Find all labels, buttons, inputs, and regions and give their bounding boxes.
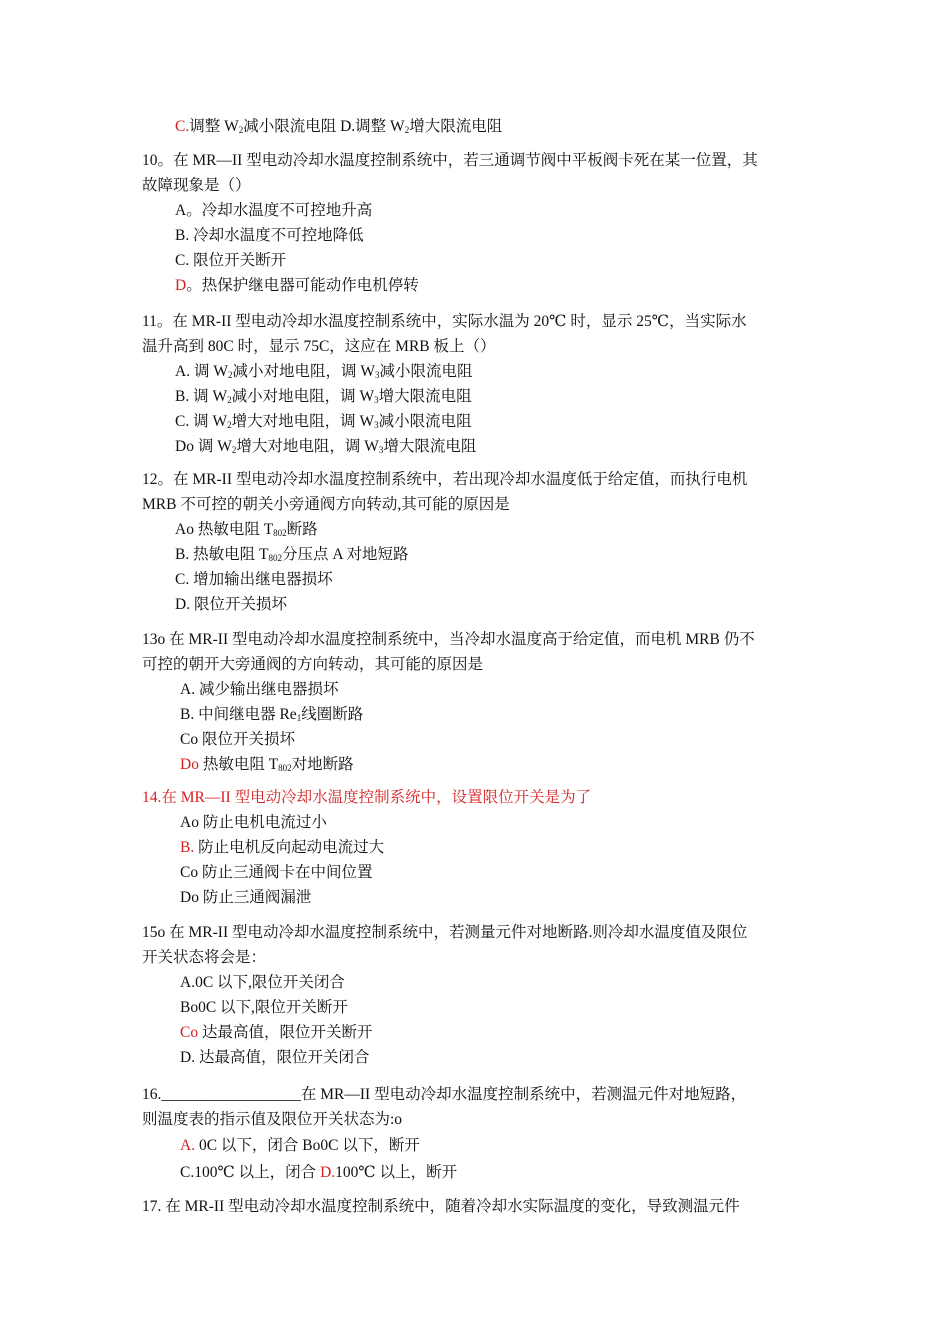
q13-stem-line2: 可控的朝开大旁通阀的方向转动，其可能的原因是 bbox=[142, 656, 484, 673]
q16-stem-line2: 则温度表的指示值及限位开关状态为:o bbox=[142, 1111, 403, 1128]
q12-option-a bbox=[175, 519, 318, 544]
option-text: 增大限流电阻 bbox=[378, 388, 472, 405]
q11-stem-line2: 温升高到 80C 时，显示 75C，这应在 MRB 板上（） bbox=[142, 338, 496, 355]
q11-stem-line1: 11。在 MR-II 型电动冷却水温度控制系统中，实际水温为 20℃ 时，显示 25℃，当实际水 bbox=[142, 313, 747, 330]
option-text: 增大对地电阻，调 W bbox=[236, 438, 379, 455]
q15-option-b: Bo0C 以下,限位开关断开 bbox=[180, 999, 348, 1016]
option-text: B. 热敏电阻 T bbox=[175, 546, 269, 563]
option-text: 减小对地电阻，调 W bbox=[232, 363, 375, 380]
q15-stem-line1: 15o 在 MR-II 型电动冷却水温度控制系统中，若测量元件对地断路.则冷却水温度值及限位 bbox=[142, 924, 748, 941]
q16-option-a-letter: A. bbox=[180, 1137, 196, 1154]
q10-option-c: C. 限位开关断开 bbox=[175, 252, 287, 269]
q15-option-d: D. 达最高值，限位开关闭合 bbox=[180, 1049, 370, 1066]
option-text: 达最高值，限位开关断开 bbox=[198, 1024, 373, 1041]
option-text: 减小限流电阻 bbox=[378, 413, 472, 430]
q13-option-b bbox=[180, 704, 363, 729]
q16-options-cd bbox=[180, 1162, 457, 1184]
option-text: B. 中间继电器 Re bbox=[180, 706, 297, 723]
option-text: Ao 热敏电阻 T bbox=[175, 521, 274, 538]
q11-option-b bbox=[175, 386, 472, 411]
option-text: B. 调 W bbox=[175, 388, 228, 405]
option-text: 分压点 A 对地短路 bbox=[281, 546, 409, 563]
option-text: 减小对地电阻，调 W bbox=[231, 388, 375, 405]
q13-option-a: A. 减少输出继电器损坏 bbox=[180, 681, 339, 698]
subscript: 2 bbox=[404, 125, 410, 135]
q14-option-b bbox=[180, 837, 384, 859]
q14-option-a: Ao 防止电机电流过小 bbox=[180, 814, 327, 831]
q11-option-a bbox=[175, 361, 472, 386]
q10-option-d bbox=[175, 275, 419, 297]
subscript: 2 bbox=[238, 125, 244, 135]
q17-stem-line1: 17. 在 MR-II 型电动冷却水温度控制系统中，随着冷却水实际温度的变化，导致测温元件 bbox=[142, 1198, 740, 1215]
option-text: 防止电机反向起动电流过大 bbox=[194, 839, 385, 856]
subscript: 3 bbox=[378, 445, 384, 455]
subscript: 3 bbox=[374, 395, 379, 405]
q15-option-c-letter: Co bbox=[180, 1024, 199, 1041]
q15-option-a: A.0C 以下,限位开关闭合 bbox=[180, 974, 345, 991]
q15-option-c bbox=[180, 1022, 372, 1044]
q14-option-c: Co 防止三通阀卡在中间位置 bbox=[180, 864, 373, 881]
q10-option-a: A。冷却水温度不可控地升高 bbox=[175, 202, 373, 219]
q13-stem-line1: 13o 在 MR-II 型电动冷却水温度控制系统中，当冷却水温度高于给定值，而电机 MRB 仍不 bbox=[142, 631, 755, 648]
option-text: 线圈断路 bbox=[301, 706, 364, 723]
q9-option-d-text: 减小限流电阻 D.调整 W bbox=[243, 118, 405, 135]
q14-stem-line1: 14.在 MR—II 型电动冷却水温度控制系统中，设置限位开关是为了 bbox=[142, 789, 592, 806]
q14-option-b-letter: B. bbox=[180, 839, 195, 856]
q11-option-d bbox=[175, 436, 476, 461]
option-text: Do 调 W bbox=[175, 438, 232, 455]
q16-stem-line1: 16.__________________在 MR—II 型电动冷却水温度控制系统中，若测温元件对地短路， bbox=[142, 1086, 747, 1103]
subscript: 2 bbox=[231, 445, 237, 455]
option-text: 断路 bbox=[286, 521, 318, 538]
q16-options-ab bbox=[180, 1135, 420, 1157]
q12-option-d: D. 限位开关损坏 bbox=[175, 596, 287, 613]
subscript: 2 bbox=[227, 395, 232, 405]
option-text: 减小限流电阻 bbox=[379, 363, 473, 380]
subscript: 802 bbox=[273, 528, 287, 538]
q9-option-cd bbox=[175, 116, 502, 141]
q15-stem-line2: 开关状态将会是： bbox=[142, 949, 267, 966]
q9-option-c-letter: C. bbox=[175, 118, 190, 135]
q9-option-d-text-tail: 增大限流电阻 bbox=[409, 118, 503, 135]
q13-option-c: Co 限位开关损坏 bbox=[180, 731, 295, 748]
subscript: 802 bbox=[278, 763, 292, 773]
subscript: 1 bbox=[296, 713, 302, 723]
q13-option-d bbox=[180, 754, 354, 779]
q14-option-d: Do 防止三通阀漏泄 bbox=[180, 889, 312, 906]
q13-option-d-letter: Do bbox=[180, 756, 199, 773]
q10-stem-line1: 10。在 MR—II 型电动冷却水温度控制系统中，若三通调节阀中平板阀卡死在某一位置，其 bbox=[142, 152, 758, 169]
q12-stem-line1: 12。在 MR-II 型电动冷却水温度控制系统中，若出现冷却水温度低于给定值，而执行电机 bbox=[142, 471, 748, 488]
subscript: 3 bbox=[374, 420, 379, 430]
option-text: 增大限流电阻 bbox=[383, 438, 477, 455]
option-text: A. 调 W bbox=[175, 363, 228, 380]
option-text: 100℃ 以上，断开 bbox=[335, 1164, 458, 1181]
option-text: 热敏电阻 T bbox=[198, 756, 279, 773]
q10-option-d-letter: D bbox=[175, 277, 187, 294]
q10-option-d-text: 。热保护继电器可能动作电机停转 bbox=[186, 277, 419, 294]
subscript: 2 bbox=[227, 420, 232, 430]
subscript: 802 bbox=[268, 553, 282, 563]
q12-stem-line2: MRB 不可控的朝关小旁通阀方向转动,其可能的原因是 bbox=[142, 496, 510, 513]
option-text: C.100℃ 以上，闭合 bbox=[180, 1164, 321, 1181]
subscript: 3 bbox=[374, 370, 380, 380]
q10-option-b: B. 冷却水温度不可控地降低 bbox=[175, 227, 364, 244]
option-text: 增大对地电阻，调 W bbox=[231, 413, 375, 430]
q16-option-d-letter: D. bbox=[320, 1164, 336, 1181]
subscript: 2 bbox=[227, 370, 233, 380]
option-text: 0C 以下，闭合 Bo0C 以下，断开 bbox=[195, 1137, 420, 1154]
q10-stem-line2: 故障现象是（） bbox=[142, 177, 251, 194]
q12-option-c: C. 增加输出继电器损坏 bbox=[175, 571, 333, 588]
option-text: 对地断路 bbox=[291, 756, 354, 773]
q11-option-c bbox=[175, 411, 472, 436]
q9-option-c-text: 调整 W bbox=[189, 118, 239, 135]
option-text: C. 调 W bbox=[175, 413, 228, 430]
q12-option-b bbox=[175, 544, 409, 569]
